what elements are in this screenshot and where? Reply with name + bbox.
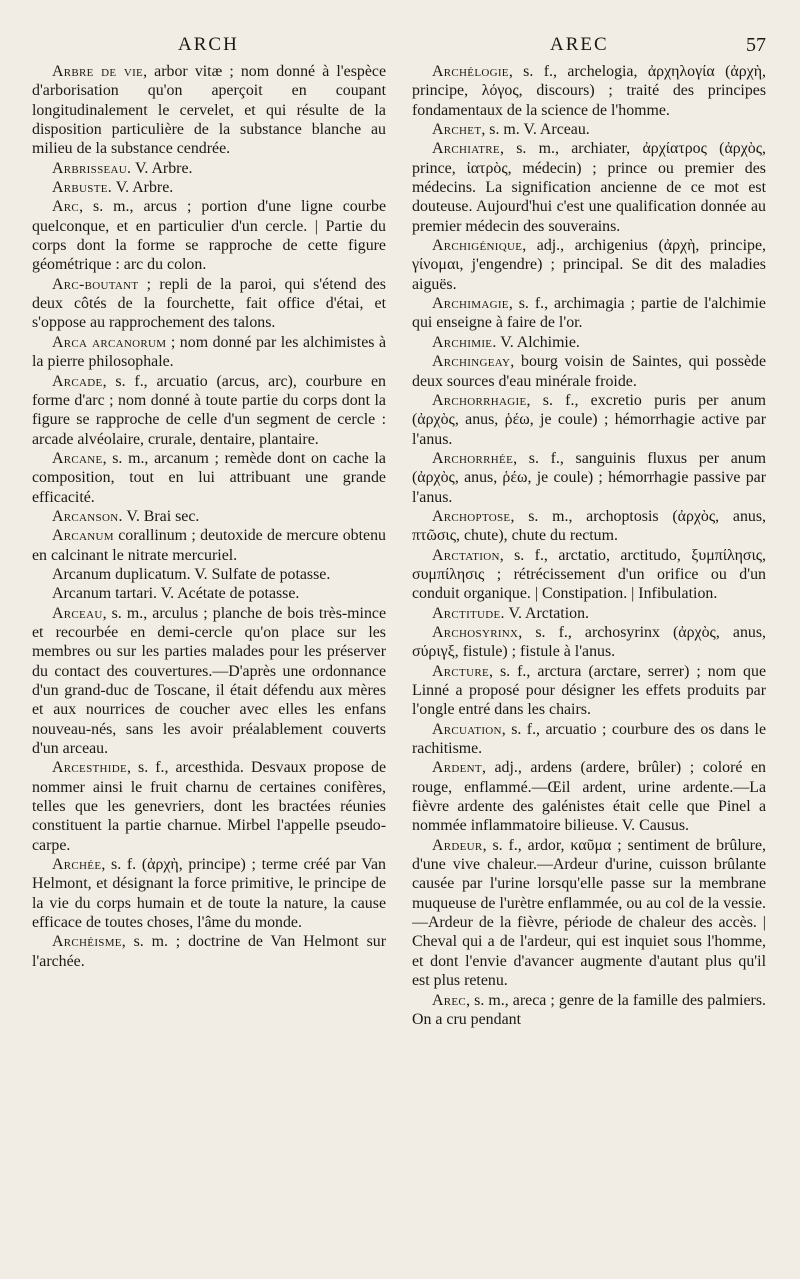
entry-headword: Arcade — [52, 372, 103, 390]
entry-definition: , s. f., arcuatio (arcus, arc), courbure en forme d'arc ; nom donné à toute partie du corps dont la figure se rapproche de celle d'un segment de cercle : arcade alvéolaire, crurale, dentaire, plantaire. — [32, 372, 386, 448]
dictionary-entry — [412, 991, 766, 1030]
entry-headword: Ardeur — [432, 836, 483, 854]
page-number: 57 — [746, 34, 766, 56]
entry-definition: V. Alchimie. — [496, 333, 580, 351]
dictionary-entry — [412, 662, 766, 720]
entry-headword: Arctitude. — [432, 604, 505, 622]
entry-definition: , s. m. V. Arceau. — [481, 121, 590, 139]
entry-definition: , s. f., archosyrinx (ἀρχὸς, anus, σύριγξ, fistule) ; fistule à l'anus. — [412, 623, 766, 661]
entry-headword: Arcanson. — [52, 507, 123, 525]
entry-definition: , s. m., arculus ; planche de bois très-mince et recourbée en demi-cercle qu'on place sur les membres ou sur les parties malades pour les préserver du contact des couvertures.—D'après une ordonnance d'un grand-duc de Toscane, il était défendu aux mères et aux nourrices de coucher avec elles les enfans nouveau-nés, sans les avoir préalablement couverts d'un arceau. — [32, 604, 386, 758]
entry-headword: Arcane — [52, 449, 103, 467]
dictionary-entry — [32, 62, 386, 159]
dictionary-entry — [32, 565, 386, 584]
dictionary-entry — [412, 333, 766, 352]
dictionary-entry — [412, 758, 766, 835]
entry-headword: Archingeay — [432, 353, 511, 371]
entry-definition: V. Arbre. — [131, 159, 193, 177]
dictionary-entry — [32, 855, 386, 932]
entry-definition: , adj., archigenius (ἀρχὴ, principe, γίνομαι, j'engendre) ; principal. Se dit des maladies aiguës. — [412, 237, 766, 293]
entry-definition: , s. f., excretio puris per anum (ἀρχὸς, anus, ῥέω, je coule) ; hémorrhagie active par l'anus. — [412, 391, 766, 448]
entry-definition: , s. f., ardor, καῦμα ; sentiment de brûlure, d'une vive chaleur.—Ardeur d'urine, cuisson brûlante causée par l'urine lorsqu'elle passe sur la membrane muqueuse de l'urètre enflammée, ou au col de la vessie.—Ardeur de la fièvre, période de chaleur des accès. | Cheval qui a de l'ardeur, qui est inquiet sous l'homme, et dont l'envie d'avancer augmente d'autant plus qu'il est plus retenu. — [412, 836, 766, 990]
entry-definition: , s. f., sanguinis fluxus per anum (ἀρχὸς, anus, ῥέω, je coule) ; hémorrhagie passive par l'anus. — [412, 449, 766, 506]
entry-headword: Archée — [52, 856, 102, 874]
entry-definition: V. Arbre. — [112, 179, 174, 197]
running-header — [30, 34, 766, 60]
dictionary-entry — [412, 507, 766, 546]
entry-headword: Archorrhée — [432, 449, 514, 467]
entry-definition: , s. f., archelogia, ἀρχηλογία (ἀρχὴ, principe, λόγος, discours) ; traité des principes fondamentaux de la science de l'homme. — [412, 63, 766, 119]
header-left-guide-word: ARCH — [178, 34, 239, 55]
entry-definition: , s. f., arctura (arctare, serrer) ; nom que Linné a proposé pour désigner les effets produits par l'ongle entré dans les chairs. — [412, 662, 766, 719]
entry-headword: Archéisme — [52, 933, 122, 951]
entry-definition: ; repli de la paroi, qui s'étend des deux côtés de la fourchette, fait office d'étai, et s'oppose au rapprochement des talons. — [32, 275, 386, 332]
entry-headword: Ardent — [432, 759, 482, 777]
entry-definition: , arbor vitæ ; nom donné à l'espèce d'arborisation qu'on aperçoit en coupant longitudinalement le cervelet, et qui résulte de la disposition particulière de la substance blanche au milieu de la substance cendrée. — [32, 63, 386, 158]
entry-headword: Archosyrinx — [432, 623, 519, 641]
entry-definition: , s. f., arctatio, arctitudo, ξυμπίλησις, συμπίλησις ; rétrécissement d'un orifice ou d'un conduit organique. | Constipation. | Infibulation. — [412, 546, 766, 603]
dictionary-entry — [412, 604, 766, 623]
dictionary-entry — [32, 604, 386, 759]
entry-headword: Arca arcanorum — [52, 333, 167, 351]
entry-definition: V. Brai sec. — [122, 507, 200, 525]
dictionary-entry — [32, 507, 386, 526]
dictionary-entry — [412, 62, 766, 120]
dictionary-entry — [32, 584, 386, 603]
dictionary-entry — [412, 294, 766, 333]
dictionary-entry — [32, 526, 386, 565]
entry-definition: , s. m., areca ; genre de la famille des palmiers. On a cru pendant — [412, 991, 766, 1028]
entry-headword: Arc — [52, 198, 80, 216]
entry-definition: , s. m. ; doctrine de Van Helmont sur l'archée. — [32, 933, 386, 970]
dictionary-entry — [412, 449, 766, 507]
entry-headword: Arbre de vie — [52, 63, 144, 80]
entry-headword: Arcuation — [432, 720, 502, 738]
entry-headword: Arc-boutant — [52, 275, 139, 293]
entry-headword: Archigénique — [432, 237, 523, 255]
entry-headword: Archimagie — [432, 295, 509, 313]
entry-headword: Arbuste. — [52, 179, 113, 197]
entry-definition: , s. m., arcus ; portion d'une ligne courbe quelconque, et en particulier d'un cercle. | Partie du corps dont la forme se rapproche de cette figure géométrique : arc du colon. — [32, 198, 386, 274]
entry-headword: Archorrhagie — [432, 391, 527, 409]
entry-definition: , adj., ardens (ardere, brûler) ; coloré en rouge, enflammé.—Œil ardent, urine ardente.—La fièvre ardente des galénistes était celle que Pinel a nommée inflammatoire bilieuse. V. Causus. — [412, 759, 766, 835]
dictionary-entry — [32, 275, 386, 333]
entry-headword: Archet — [432, 121, 482, 139]
entry-definition: , s. m., archoptosis (ἀρχὸς, anus, πτῶσις, chute), chute du rectum. — [412, 507, 766, 545]
right-column — [412, 62, 766, 1272]
dictionary-entry — [412, 836, 766, 991]
dictionary-entry — [32, 758, 386, 855]
entry-headword: Arceau — [52, 604, 103, 622]
entry-definition: Arcanum duplicatum. V. Sulfate de potasse. — [52, 565, 331, 583]
entry-definition: ; nom donné par les alchimistes à la pierre philosophale. — [32, 333, 386, 371]
dictionary-entry — [412, 120, 766, 139]
entry-definition: , s. m., archiater, ἀρχίατρος (ἀρχὸς, prince, ἰατρὸς, médecin) ; prince ou premier des médecins. La signification ancienne de ce mot est douteuse. Aujourd'hui c'est une qualification donnée au premier médecin des souverains. — [412, 140, 766, 235]
dictionary-entry — [32, 449, 386, 507]
entry-headword: Arctation — [432, 546, 500, 564]
entry-headword: Archélogie — [432, 63, 509, 80]
dictionary-entry — [32, 197, 386, 274]
dictionary-entry — [412, 623, 766, 662]
entry-headword: Archoptose — [432, 507, 511, 525]
dictionary-entry — [32, 372, 386, 449]
dictionary-entry — [32, 333, 386, 372]
dictionary-entry — [412, 236, 766, 294]
entry-definition: , s. m., arcanum ; remède dont on cache la composition, tout en lui attribuant une grande efficacité. — [32, 449, 386, 506]
entry-headword: Archimie. — [432, 333, 497, 351]
entry-headword: Arcanum — [52, 527, 114, 545]
dictionary-entry — [412, 391, 766, 449]
entry-definition: Arcanum tartari. V. Acétate de potasse. — [52, 585, 300, 603]
dictionary-entry — [32, 159, 386, 178]
entry-definition: corallinum ; deutoxide de mercure obtenu en calcinant le nitrate mercuriel. — [32, 527, 386, 564]
header-right-guide-word: AREC — [550, 34, 609, 55]
entry-headword: Arcture — [432, 662, 489, 680]
entry-definition: , s. f., arcuatio ; courbure des os dans le rachitisme. — [412, 720, 766, 758]
entry-headword: Arcesthide — [52, 759, 127, 777]
dictionary-entry — [32, 178, 386, 197]
dictionary-entry — [412, 352, 766, 391]
dictionary-entry — [412, 720, 766, 759]
dictionary-entry — [412, 139, 766, 236]
entry-definition: , s. f., arcesthida. Desvaux propose de nommer ainsi le fruit charnu de certaines conifères, telles que les genevriers, dont les bractées réunies constituent la partie charnue. Mirbel l'appelle pseudo-carpe. — [32, 759, 386, 854]
dictionary-entry — [412, 546, 766, 604]
left-column — [32, 62, 386, 1272]
entry-definition: , bourg voisin de Saintes, qui possède deux sources d'eau minérale froide. — [412, 353, 766, 390]
dictionary-entry — [32, 932, 386, 971]
entry-headword: Arec — [432, 991, 467, 1009]
entry-definition: , s. f., archimagia ; partie de l'alchimie qui enseigne à faire de l'or. — [412, 295, 766, 332]
entry-headword: Arbrisseau. — [52, 159, 132, 177]
entry-definition: , s. f. (ἀρχὴ, principe) ; terme créé par Van Helmont, et désignant la force primitive, le principe de la vie du corps humain et de toute la nature, la cause efficace de toutes choses, l'âme du monde. — [32, 856, 386, 932]
entry-headword: Archiatre — [432, 140, 500, 158]
entry-definition: V. Arctation. — [504, 604, 590, 622]
